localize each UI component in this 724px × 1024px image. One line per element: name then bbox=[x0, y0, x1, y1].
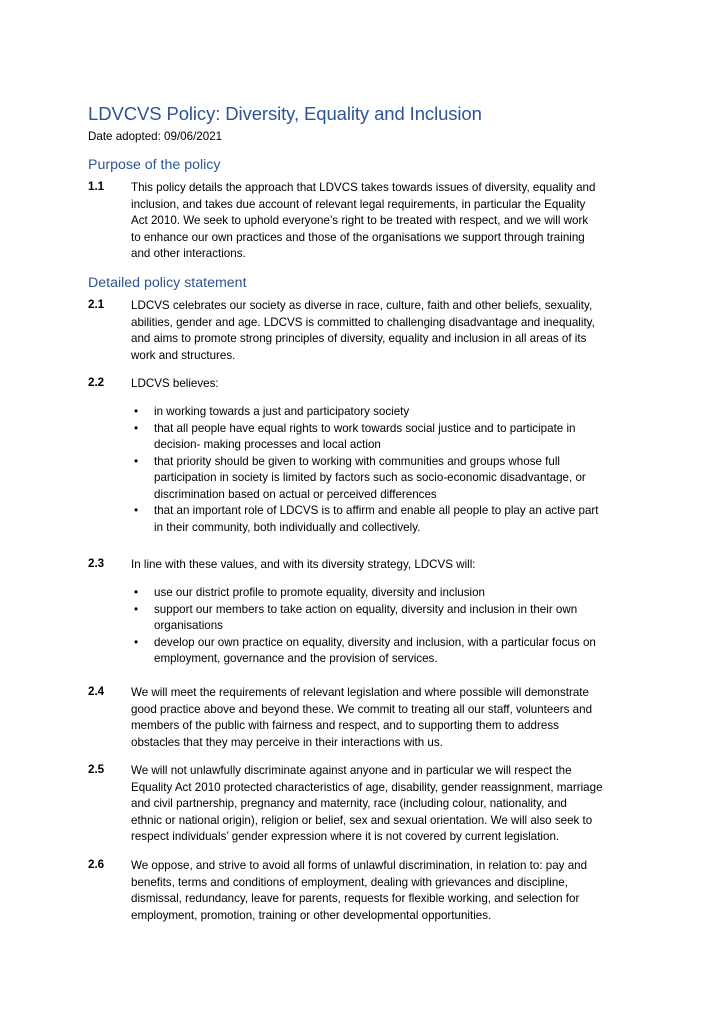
list-item bbox=[131, 503, 598, 536]
paragraph-line: and other interactions. bbox=[131, 247, 246, 260]
list-item-line: decision- making processes and local action bbox=[154, 438, 381, 451]
paragraph-2-5 bbox=[131, 763, 636, 846]
paragraph-line: dismissal, redundancy, leave for parents, requests for flexible working, and selection for bbox=[131, 892, 580, 905]
para-number-2-1: 2.1 bbox=[88, 298, 105, 311]
paragraph-line: Equality Act 2010 protected characteristics of age, disability, gender reassignment, marriage bbox=[131, 780, 603, 794]
list-item bbox=[131, 602, 596, 635]
paragraph-line: and civil partnership, pregnancy and maternity, race (including colour, nationality, and bbox=[131, 797, 567, 810]
para-number-2-5: 2.5 bbox=[88, 763, 105, 776]
paragraph-line: In line with these values, and with its diversity strategy, LDCVS will: bbox=[131, 558, 476, 571]
heading-purpose: Purpose of the policy bbox=[88, 157, 221, 173]
paragraph-2-1 bbox=[131, 298, 636, 364]
list-item-line: in their community, both individually and collectively. bbox=[154, 520, 421, 534]
para-number-2-3: 2.3 bbox=[88, 557, 105, 570]
paragraph-2-2-intro bbox=[131, 376, 636, 393]
list-item bbox=[131, 421, 598, 454]
list-item bbox=[131, 454, 598, 504]
paragraph-line: This policy details the approach that LDVCS takes towards issues of diversity, equality and bbox=[131, 181, 596, 194]
list-item-line: in working towards a just and participatory society bbox=[154, 405, 410, 418]
paragraph-line: obstacles that they may perceive in their interactions with us. bbox=[131, 735, 443, 749]
paragraph-line: We will meet the requirements of relevant legislation and where possible will demonstrate bbox=[131, 686, 589, 699]
paragraph-line: LDCVS celebrates our society as diverse in race, culture, faith and other beliefs, sexuality, bbox=[131, 299, 593, 312]
list-item bbox=[131, 585, 596, 602]
bullet-icon: • bbox=[133, 504, 139, 517]
paragraph-2-6 bbox=[131, 858, 636, 924]
list-item-line: support our members to take action on equality, diversity and inclusion in their own bbox=[154, 602, 578, 616]
paragraph-line: work and structures. bbox=[131, 348, 236, 362]
list-item bbox=[131, 635, 596, 668]
paragraph-line: respect individuals’ gender expression where it is not covered by current legislation. bbox=[131, 830, 560, 843]
bullet-list-2-3 bbox=[131, 585, 596, 668]
list-item-line: develop our own practice on equality, diversity and inclusion, with a particular focus on bbox=[154, 635, 596, 649]
paragraph-line: Act 2010. We seek to uphold everyone’s right to be treated with respect, and we will work bbox=[131, 214, 589, 227]
bullet-icon: • bbox=[133, 586, 139, 599]
para-number-2-6: 2.6 bbox=[88, 858, 105, 871]
paragraph-2-3-intro bbox=[131, 557, 636, 574]
list-item-line: discrimination based on actual or perceived differences bbox=[154, 487, 437, 501]
paragraph-line: We will not unlawfully discriminate against anyone and in particular we will respect the bbox=[131, 764, 572, 777]
paragraph-line: abilities, gender and age. LDCVS is committed to challenging disadvantage and inequality, bbox=[131, 315, 595, 329]
heading-detailed-statement: Detailed policy statement bbox=[88, 275, 247, 291]
paragraph-line: benefits, terms and conditions of employment, dealing with grievances and discipline, bbox=[131, 875, 568, 889]
list-item-line: use our district profile to promote equality, diversity and inclusion bbox=[154, 586, 486, 599]
paragraph-1-1 bbox=[131, 180, 636, 263]
paragraph-line: to enhance our own practices and those of the organisations we support through training bbox=[131, 230, 585, 244]
para-number-1-1: 1.1 bbox=[88, 180, 105, 193]
paragraph-2-4 bbox=[131, 685, 636, 751]
list-item bbox=[131, 404, 598, 421]
document-title: LDVCVS Policy: Diversity, Equality and Inclusion bbox=[88, 103, 482, 124]
bullet-icon: • bbox=[133, 405, 139, 418]
paragraph-line: LDCVS believes: bbox=[131, 377, 219, 390]
bullet-icon: • bbox=[133, 454, 139, 468]
paragraph-line: inclusion, and takes due account of relevant legal requirements, in particular the Equality bbox=[131, 197, 586, 211]
list-item-line: participation in society is limited by factors such as socio-economic disadvantage, or bbox=[154, 471, 586, 484]
paragraph-line: members of the public with fairness and respect, and to supporting them to address bbox=[131, 719, 559, 732]
list-item-line: that priority should be given to working with communities and groups whose full bbox=[154, 454, 560, 468]
bullet-icon: • bbox=[133, 635, 139, 649]
list-item-line: that all people have equal rights to work towards social justice and to participate in bbox=[154, 421, 576, 435]
paragraph-line: ethnic or national origin), religion or belief, sex and sexual orientation. We will also seek to bbox=[131, 813, 593, 827]
paragraph-line: employment, promotion, training or other developmental opportunities. bbox=[131, 908, 492, 922]
list-item-line: organisations bbox=[154, 619, 223, 632]
bullet-icon: • bbox=[133, 602, 139, 616]
bullet-list-2-2 bbox=[131, 404, 598, 536]
bullet-icon: • bbox=[133, 421, 139, 435]
paragraph-line: and aims to promote strong principles of diversity, equality and inclusion in all areas of its bbox=[131, 332, 587, 345]
para-number-2-2: 2.2 bbox=[88, 376, 105, 389]
paragraph-line: good practice above and beyond these. We commit to treating all our staff, volunteers and bbox=[131, 702, 593, 716]
paragraph-line: We oppose, and strive to avoid all forms of unlawful discrimination, in relation to: pay and bbox=[131, 859, 588, 872]
date-adopted: Date adopted: 09/06/2021 bbox=[88, 130, 223, 143]
list-item-line: that an important role of LDCVS is to affirm and enable all people to play an active part bbox=[154, 504, 599, 517]
list-item-line: employment, governance and the provision of services. bbox=[154, 652, 438, 665]
para-number-2-4: 2.4 bbox=[88, 685, 105, 698]
